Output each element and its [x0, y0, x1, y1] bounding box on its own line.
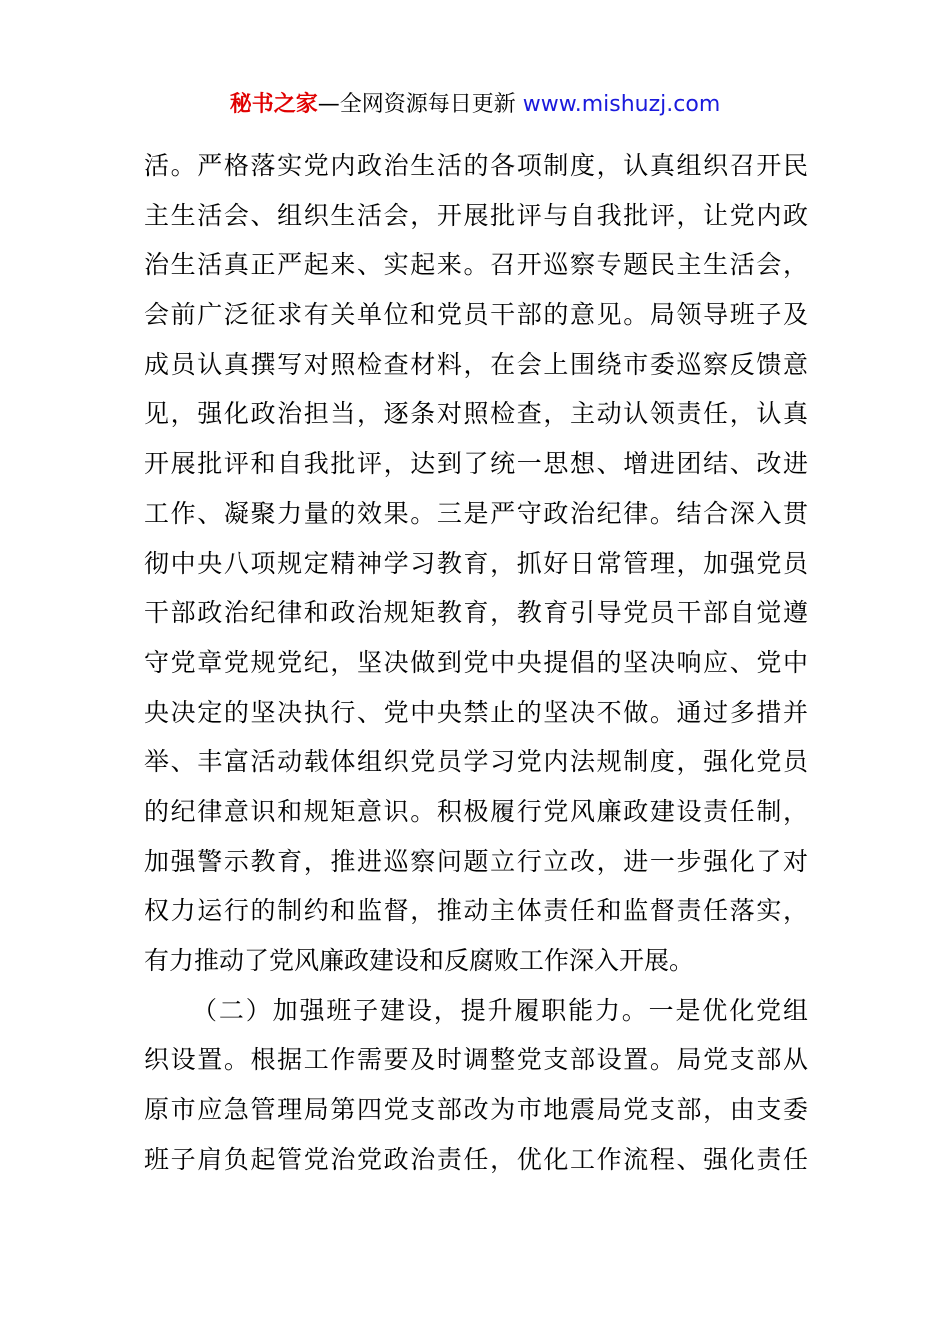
text-line: 彻中央八项规定精神学习教育，抓好日常管理，加强党员	[144, 548, 808, 578]
text-line: 活。严格落实党内政治生活的各项制度，认真组织召开民	[144, 151, 808, 180]
text-line: 织设置。根据工作需要及时调整党支部设置。局党支部从	[144, 1045, 808, 1075]
text-line: 的纪律意识和规矩意识。积极履行党风廉政建设责任制，	[144, 796, 808, 826]
text-line: 班子肩负起管党治党政治责任，优化工作流程、强化责任	[144, 1144, 808, 1174]
text-line: 会前广泛征求有关单位和党员干部的意见。局领导班子及	[144, 300, 808, 330]
section-heading-line: （二）加强班子建设，提升履职能力。一是优化党组	[192, 995, 808, 1025]
text-line: 举、丰富活动载体组织党员学习党内法规制度，强化党员	[144, 747, 808, 777]
text-line: 治生活真正严起来、实起来。召开巡察专题民主生活会，	[144, 250, 808, 280]
text-line: 成员认真撰写对照检查材料，在会上围绕市委巡察反馈意	[144, 349, 808, 379]
paragraph-last-line: 有力推动了党风廉政建设和反腐败工作深入开展。	[144, 946, 695, 975]
text-line: 权力运行的制约和监督，推动主体责任和监督责任落实，	[144, 896, 808, 926]
text-line: 守党章党规党纪，坚决做到党中央提倡的坚决响应、党中	[144, 647, 808, 677]
text-line: 工作、凝聚力量的效果。三是严守政治纪律。结合深入贯	[144, 498, 808, 528]
site-url-link[interactable]: www.mishuzj.com	[522, 92, 721, 117]
text-line: 干部政治纪律和政治规矩教育，教育引导党员干部自觉遵	[144, 598, 808, 628]
page-header	[0, 88, 950, 122]
text-line: 央决定的坚决执行、党中央禁止的坚决不做。通过多措并	[144, 697, 808, 727]
site-tagline: —全网资源每日更新	[317, 92, 523, 117]
text-line: 加强警示教育，推进巡察问题立行立改，进一步强化了对	[144, 846, 808, 876]
text-line: 开展批评和自我批评，达到了统一思想、增进团结、改进	[144, 449, 808, 479]
text-line: 主生活会、组织生活会，开展批评与自我批评，让党内政	[144, 200, 808, 230]
text-line: 见，强化政治担当，逐条对照检查，主动认领责任，认真	[144, 399, 808, 429]
site-brand: 秘书之家	[229, 92, 318, 117]
text-line: 原市应急管理局第四党支部改为市地震局党支部，由支委	[144, 1095, 808, 1125]
document-body	[144, 146, 808, 1189]
